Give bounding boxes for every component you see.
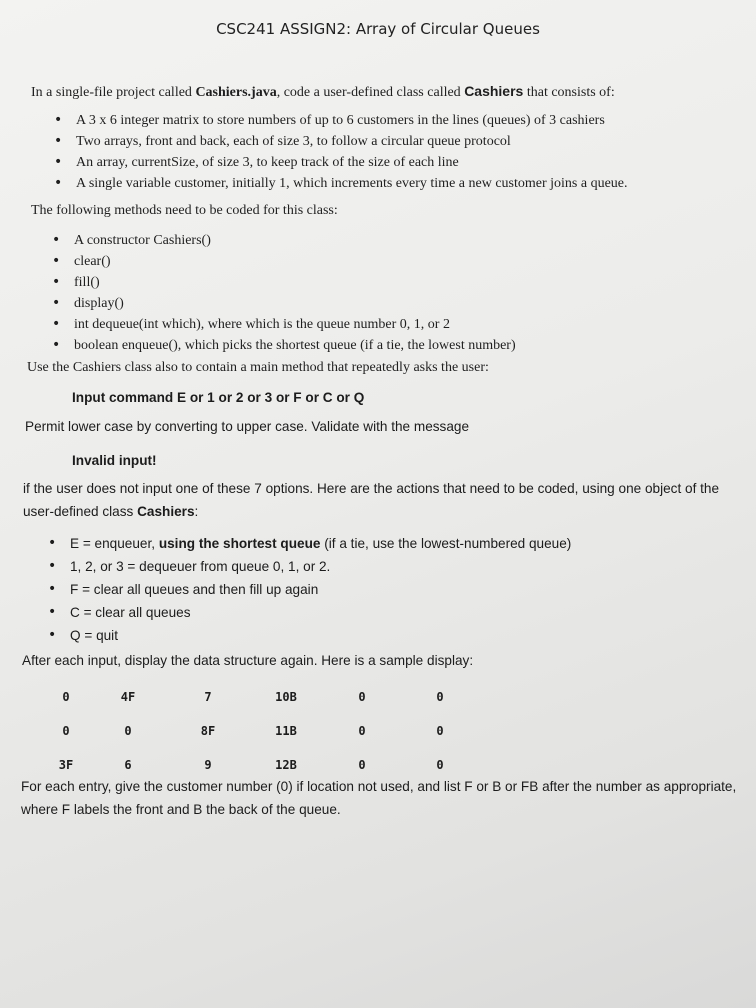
- table-cell: 4F: [120, 690, 136, 704]
- action-text: F = clear all queues and then fill up again: [70, 582, 319, 597]
- actions-intro: [23, 477, 743, 523]
- intro-class-name: Cashiers: [464, 83, 524, 99]
- table-cell: 8F: [200, 724, 216, 738]
- actions-intro-text: if the user does not input one of these 7 options. Here are the actions that need to be coded, using one object of the user-defined class: [23, 481, 720, 519]
- list-item: [70, 578, 571, 601]
- list-item: • clear(): [74, 251, 516, 272]
- list-item: • A 3 x 6 integer matrix to store numbers of up to 6 customers in the lines (queues) of 3 cashiers: [76, 110, 628, 131]
- list-item: [70, 624, 571, 647]
- permit-text: Permit lower case by converting to upper case. Validate with the message: [25, 419, 470, 434]
- actions-intro-end: :: [194, 504, 199, 519]
- list-item: [70, 532, 571, 555]
- after-input-text: After each input, display the data structure again. Here is a sample display:: [22, 653, 474, 668]
- action-text: Q = quit: [70, 628, 118, 643]
- table-cell: 0: [62, 724, 70, 738]
- table-cell: 7: [204, 690, 212, 704]
- table-cell: 9: [204, 758, 212, 772]
- list-item: • An array, currentSize, of size 3, to keep track of the size of each line: [76, 152, 628, 173]
- table-cell: 6: [124, 758, 132, 772]
- table-cell: 12B: [275, 758, 297, 772]
- list-item: • Two arrays, front and back, each of size 3, to follow a circular queue protocol: [76, 131, 628, 152]
- table-cell: 0: [436, 724, 444, 738]
- table-cell: 10B: [275, 690, 297, 704]
- table-cell: 0: [436, 758, 444, 772]
- list-item: [70, 601, 571, 624]
- methods-list: [74, 230, 516, 356]
- actions-list: [70, 532, 571, 647]
- action-text: (if a tie, use the lowest-numbered queue): [320, 536, 572, 551]
- list-item: • A single variable customer, initially 1, which increments every time a new customer joins a queue.: [76, 173, 628, 194]
- intro-middle: , code a user-defined class called: [276, 85, 465, 100]
- footer-paragraph: For each entry, give the customer number (0) if location not used, and list F or B or FB after the number as appropriate, where F labels the front and B the back of the queue.: [21, 779, 737, 817]
- invalid-message: Invalid input!: [72, 453, 157, 468]
- table-cell: 0: [358, 724, 366, 738]
- table-row: [44, 714, 480, 748]
- table-cell: 0: [358, 690, 366, 704]
- list-item: [70, 555, 571, 578]
- table-cell: 0: [436, 690, 444, 704]
- intro-file: Cashiers.java: [195, 85, 277, 100]
- list-item: • display(): [74, 293, 516, 314]
- table-cell: 0: [358, 758, 366, 772]
- table-cell: 11B: [275, 724, 297, 738]
- list-item: • A constructor Cashiers(): [74, 230, 516, 251]
- intro-suffix: that consists of:: [523, 85, 615, 100]
- action-text: E = enqueuer,: [70, 536, 159, 551]
- action-text: C = clear all queues: [70, 605, 191, 620]
- actions-intro-class-name: Cashiers: [137, 504, 195, 519]
- sample-display-table: [44, 680, 480, 782]
- main-method-text: Use the Cashiers class also to contain a main method that repeatedly asks the user:: [27, 360, 489, 375]
- table-cell: 0: [124, 724, 132, 738]
- list-item: • boolean enqueue(), which picks the shortest queue (if a tie, the lowest number): [74, 335, 516, 356]
- table-cell: 0: [62, 690, 70, 704]
- page-title: CSC241 ASSIGN2: Array of Circular Queues: [216, 20, 540, 38]
- intro-paragraph: [31, 83, 615, 101]
- table-cell: 3F: [58, 758, 74, 772]
- action-bold-text: using the shortest queue: [158, 536, 321, 551]
- methods-heading: The following methods need to be coded for this class:: [31, 203, 338, 218]
- list-item: • fill(): [74, 272, 516, 293]
- fields-list: [76, 110, 628, 194]
- intro-prefix: In a single-file project called: [31, 85, 196, 100]
- action-text: 1, 2, or 3 = dequeuer from queue 0, 1, or 2.: [70, 559, 331, 574]
- input-prompt: Input command E or 1 or 2 or 3 or F or C or Q: [72, 390, 365, 405]
- list-item: • int dequeue(int which), where which is the queue number 0, 1, or 2: [74, 314, 516, 335]
- table-row: [44, 680, 480, 714]
